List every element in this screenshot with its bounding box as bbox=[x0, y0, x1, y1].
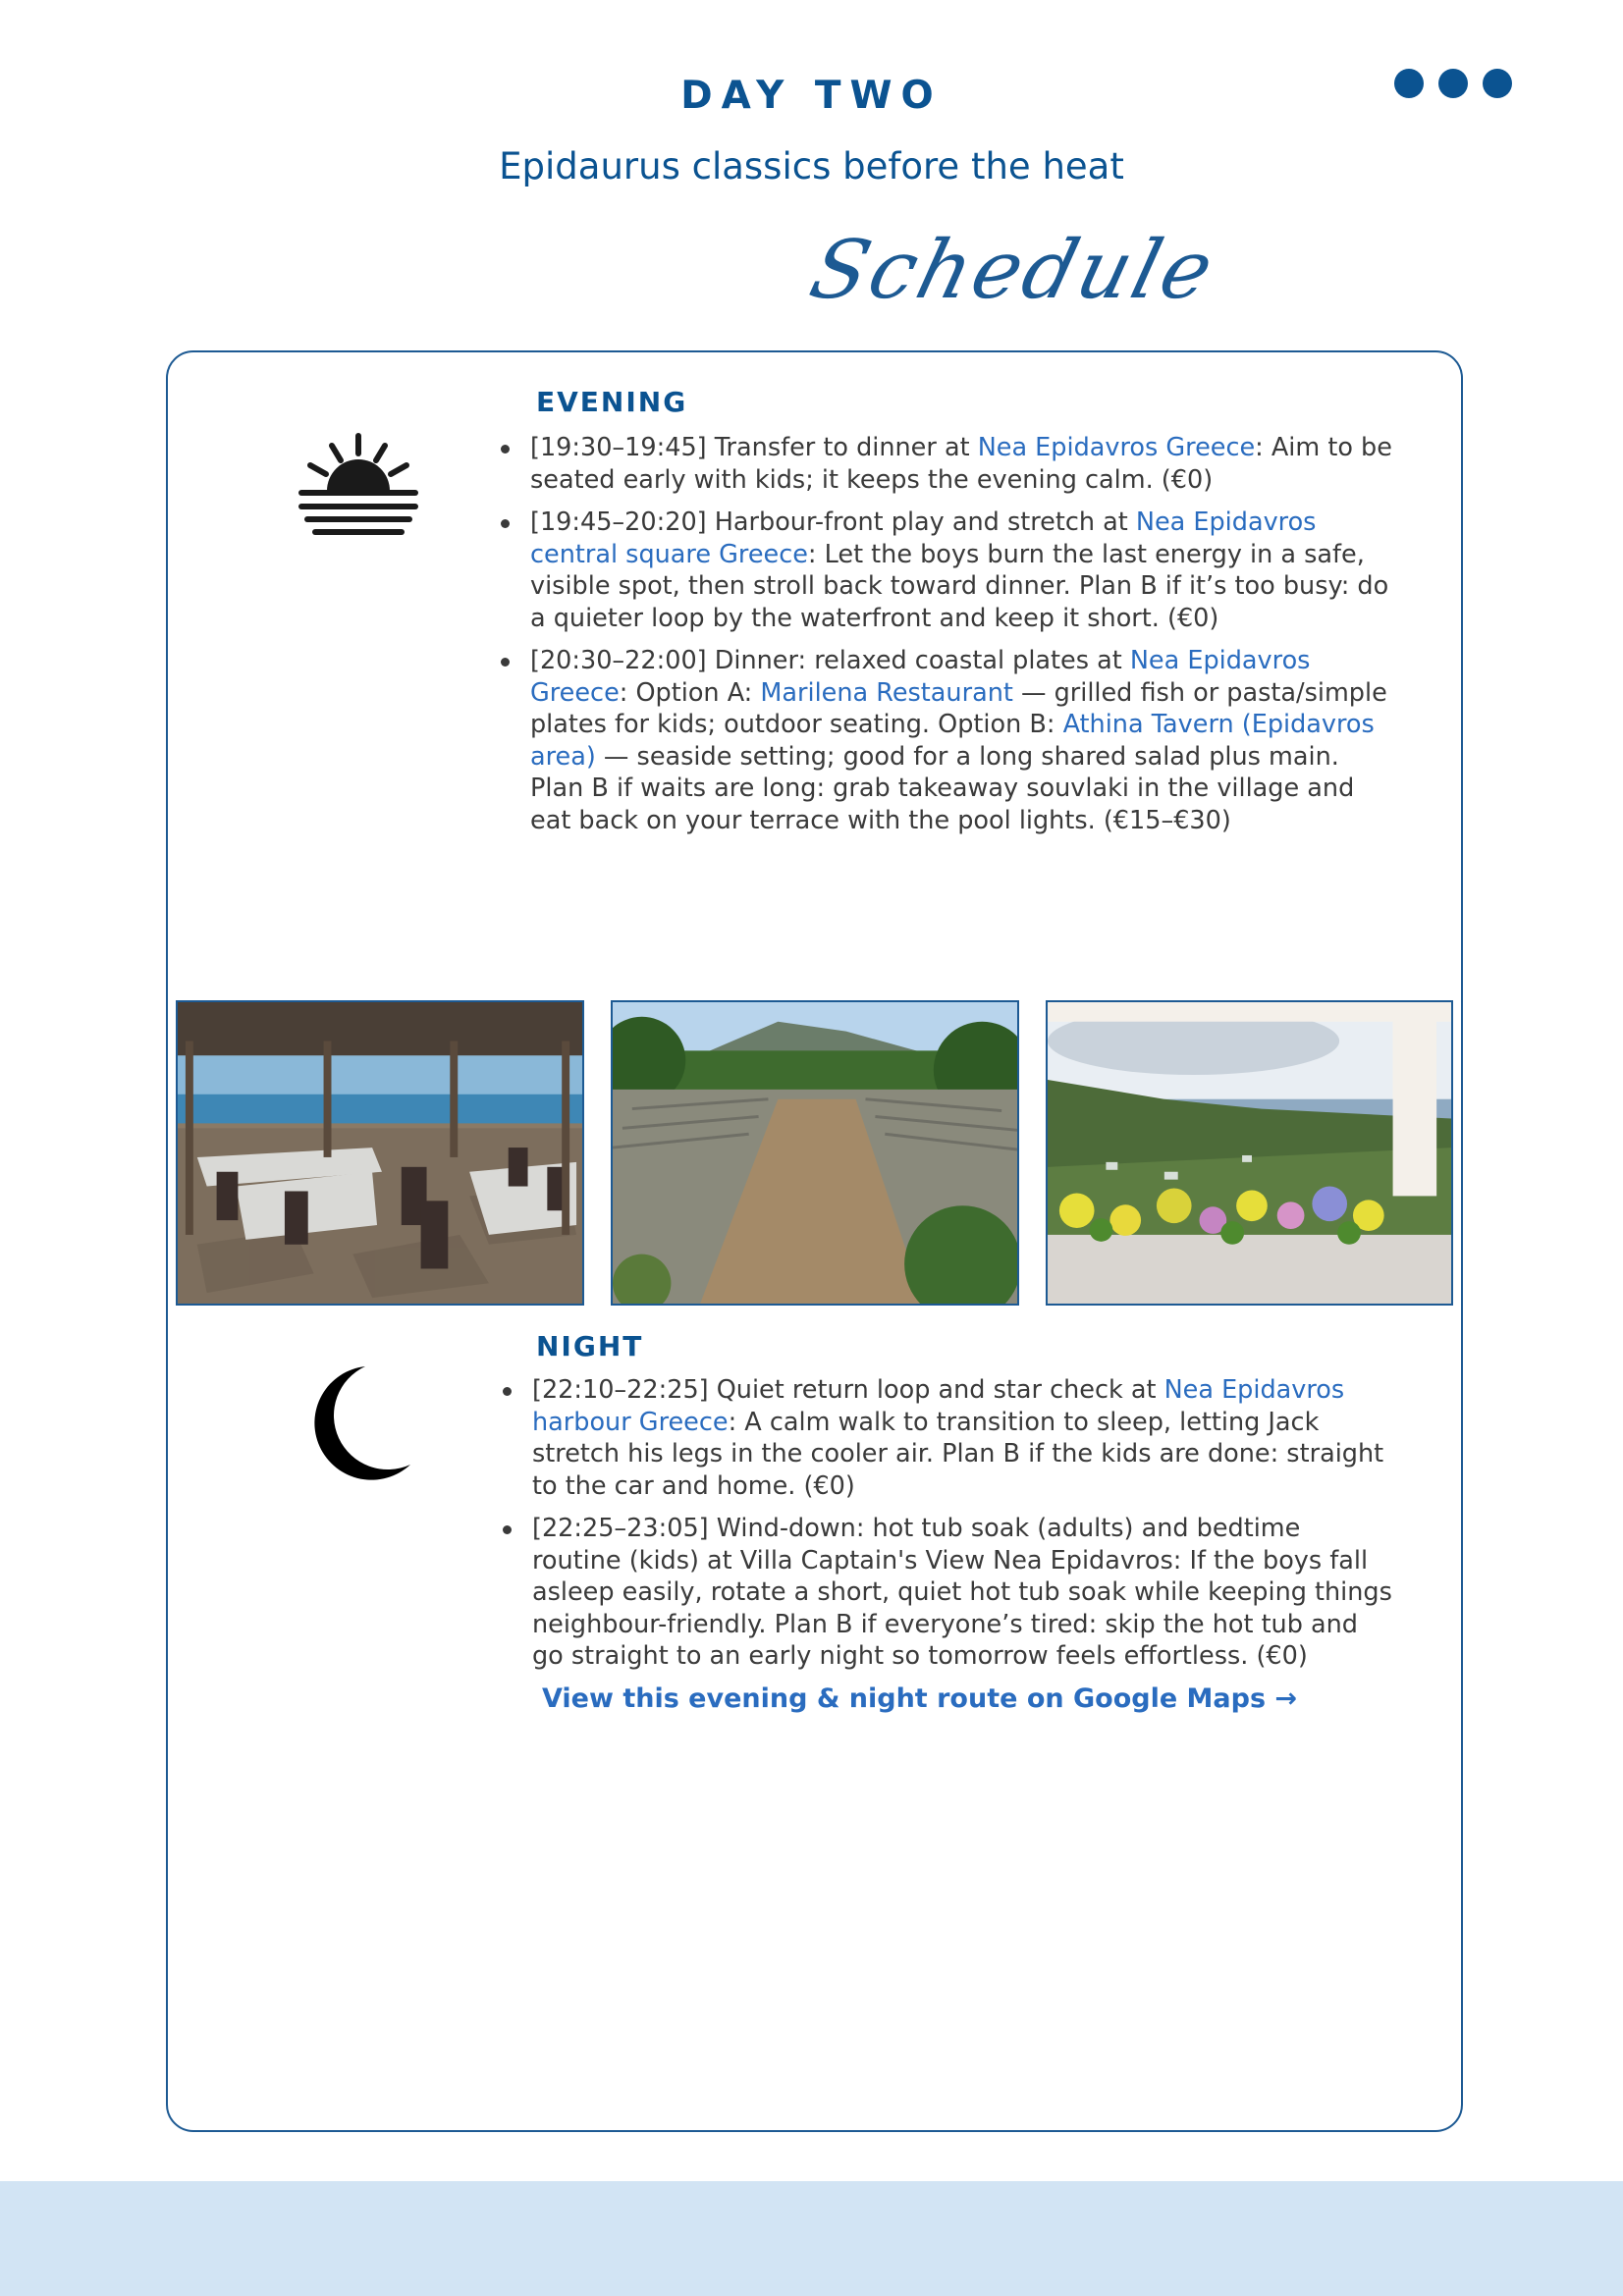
place-link[interactable]: Nea Epidavros harbour Greece bbox=[532, 1375, 1345, 1437]
place-link[interactable]: Nea Epidavros Greece bbox=[530, 646, 1311, 708]
night-list bbox=[532, 1374, 1396, 1683]
list-item bbox=[530, 645, 1394, 836]
page-title: DAY TWO bbox=[680, 74, 943, 118]
item-text: [19:45–20:20] Harbour-front play and stretch at bbox=[530, 507, 1136, 537]
item-text: : Let the boys burn the last energy in a safe, visible spot, then stroll back toward dinner. Plan B if it’s too busy: do a quieter loop by the waterfront and keep it short. (€0) bbox=[530, 539, 1389, 633]
item-text: [20:30–22:00] Dinner: relaxed coastal plates at bbox=[530, 646, 1130, 675]
item-text: : A calm walk to transition to sleep, letting Jack stretch his legs in the cooler air. Plan B if the kids are done: straight to the car and home. (€0) bbox=[532, 1407, 1384, 1501]
restaurant-link[interactable]: Athina Tavern (Epidavros area) bbox=[530, 710, 1375, 772]
list-item bbox=[532, 1374, 1396, 1502]
page-subtitle: Epidaurus classics before the heat bbox=[499, 145, 1124, 187]
night-heading: NIGHT bbox=[536, 1330, 644, 1362]
sunset-icon bbox=[298, 432, 419, 540]
evening-heading: EVENING bbox=[536, 386, 688, 418]
item-text: [22:25–23:05] Wind-down: hot tub soak (adults) and bedtime routine (kids) at Villa Captain's View Nea Epidavros: If the boys fall asleep easily, rotate a short, quiet hot tub soak while keeping things neighbour-friendly. Plan B if everyone’s tired: skip the hot tub and go straight to an early night so tomorrow feels effortless. (€0) bbox=[532, 1514, 1392, 1671]
item-text: : Aim to be seated early with kids; it keeps the evening calm. (€0) bbox=[530, 433, 1392, 495]
list-item bbox=[532, 1513, 1396, 1673]
photo-ancient-stadium bbox=[611, 1000, 1019, 1306]
list-item bbox=[530, 507, 1394, 634]
photo-villa-view bbox=[1046, 1000, 1453, 1306]
evening-list bbox=[530, 432, 1394, 847]
item-text: [19:30–19:45] Transfer to dinner at bbox=[530, 433, 978, 462]
restaurant-link[interactable]: Marilena Restaurant bbox=[760, 677, 1013, 708]
moon-icon bbox=[304, 1362, 414, 1486]
list-item bbox=[530, 432, 1394, 496]
footer-band bbox=[0, 2181, 1623, 2296]
place-link[interactable]: Nea Epidavros Greece bbox=[977, 433, 1256, 462]
item-text: — seaside setting; good for a long shared salad plus main. Plan B if waits are long: grab takeaway souvlaki in the village and eat back on your terrace with the pool lights. (€15–€30) bbox=[530, 741, 1355, 835]
item-text: — grilled fish or pasta/simple plates for kids; outdoor seating. Option B: bbox=[530, 677, 1387, 739]
item-text: [22:10–22:25] Quiet return loop and star check at bbox=[532, 1375, 1164, 1405]
place-link[interactable]: Nea Epidavros central square Greece bbox=[530, 507, 1317, 569]
photo-restaurant-terrace bbox=[176, 1000, 584, 1306]
item-text: : Option A: bbox=[619, 677, 761, 708]
schedule-script-title: Schedule bbox=[801, 224, 1225, 317]
google-maps-route-link[interactable]: View this evening & night route on Google Maps → bbox=[542, 1683, 1298, 1714]
